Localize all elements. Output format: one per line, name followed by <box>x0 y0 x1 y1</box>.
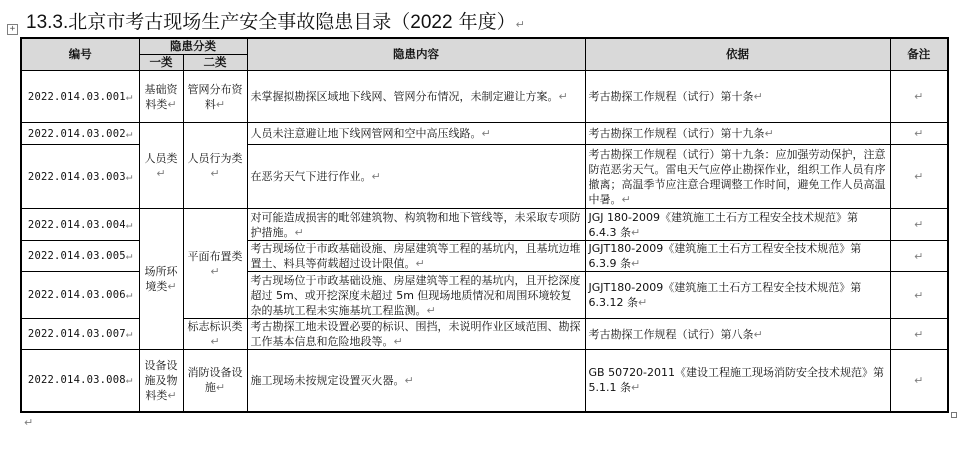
header-cat2: 二类 <box>183 55 247 71</box>
table-resize-handle-icon[interactable] <box>951 412 957 418</box>
row-note: ↵ <box>890 272 948 319</box>
row-content: 对可能造成损害的毗邻建筑物、构筑物和地下管线等，未采取专项防护措施。↵ <box>247 209 585 241</box>
row-note: ↵ <box>890 241 948 272</box>
title-year: 2022 <box>410 12 453 33</box>
row-basis: JGJT180-2009《建筑施工土石方工程安全技术规范》第 6.3.9 条↵ <box>585 241 890 272</box>
hazard-table <box>20 37 949 413</box>
row-cat2: 管网分布资料↵ <box>183 71 247 123</box>
row-content: 未掌握拟勘探区域地下线网、管网分布情况，未制定避让方案。↵ <box>247 71 585 123</box>
table-row <box>21 209 948 241</box>
row-content: 人员未注意避让地下线网管网和空中高压线路。↵ <box>247 123 585 145</box>
row-note: ↵ <box>890 145 948 209</box>
title-prefix: 13.3. <box>26 12 69 33</box>
row-cat2: 标志标识类↵ <box>183 319 247 350</box>
row-code: 2022.014.03.002↵ <box>21 123 139 145</box>
row-cat2: 人员行为类↵ <box>183 123 247 209</box>
table-row <box>21 123 948 145</box>
row-content: 考古现场位于市政基础设施、房屋建筑等工程的基坑内，且开挖深度超过 5m、或开挖深度未超过 5m 但现场地质情况和周围环境较复杂的基坑工程未实施基坑工程监测。↵ <box>247 272 585 319</box>
row-note: ↵ <box>890 209 948 241</box>
row-note: ↵ <box>890 319 948 350</box>
row-code: 2022.014.03.003↵ <box>21 145 139 209</box>
table-row <box>21 350 948 412</box>
row-code: 2022.014.03.006↵ <box>21 272 139 319</box>
row-basis: JGJ 180-2009《建筑施工土石方工程安全技术规范》第 6.4.3 条↵ <box>585 209 890 241</box>
header-note: 备注 <box>890 38 948 71</box>
row-cat1: 设备设施及物料类↵ <box>139 350 183 412</box>
header-content: 隐患内容 <box>247 38 585 71</box>
row-cat2: 平面布置类↵ <box>183 209 247 319</box>
row-content: 考古勘探工地未设置必要的标识、围挡，未说明作业区域范围、勘探工作基本信息和危险地段等。↵ <box>247 319 585 350</box>
row-note: ↵ <box>890 350 948 412</box>
row-cat2: 消防设备设施↵ <box>183 350 247 412</box>
row-code: 2022.014.03.004↵ <box>21 209 139 241</box>
row-content: 考古现场位于市政基础设施、房屋建筑等工程的基坑内，且基坑边堆置土、料具等荷载超过设计限值。↵ <box>247 241 585 272</box>
page-title <box>26 9 525 35</box>
row-cat1: 人员类↵ <box>139 123 183 209</box>
row-cat1: 基础资料类↵ <box>139 71 183 123</box>
row-content: 施工现场未按规定设置灭火器。↵ <box>247 350 585 412</box>
table-row <box>21 71 948 123</box>
header-code: 编号 <box>21 38 139 71</box>
row-basis: JGJT180-2009《建筑施工土石方工程安全技术规范》第 6.3.12 条↵ <box>585 272 890 319</box>
row-basis: 考古勘探工作规程（试行）第八条↵ <box>585 319 890 350</box>
row-note: ↵ <box>890 123 948 145</box>
row-basis: 考古勘探工作规程（试行）第十九条↵ <box>585 123 890 145</box>
title-main: 北京市考古现场生产安全事故隐患目录（ <box>68 11 411 33</box>
title-suffix: 年度） <box>452 11 516 33</box>
row-basis: GB 50720-2011《建设工程施工现场消防安全技术规范》第 5.1.1 条↵ <box>585 350 890 412</box>
row-cat1: 场所环境类↵ <box>139 209 183 350</box>
header-cat1: 一类 <box>139 55 183 71</box>
header-basis: 依据 <box>585 38 890 71</box>
row-content: 在恶劣天气下进行作业。↵ <box>247 145 585 209</box>
row-code: 2022.014.03.005↵ <box>21 241 139 272</box>
header-category: 隐患分类 <box>139 38 247 55</box>
row-basis: 考古勘探工作规程（试行）第十条↵ <box>585 71 890 123</box>
row-code: 2022.014.03.007↵ <box>21 319 139 350</box>
paragraph-mark-end: ↵ <box>24 416 34 429</box>
row-code: 2022.014.03.008↵ <box>21 350 139 412</box>
row-basis: 考古勘探工作规程（试行）第十九条：应加强劳动保护，注意防范恶劣天气。雷电天气应停止勘探作业，组织工作人员有序撤离；高温季节应注意合理调整工作时间，避免工作人员高温中暑。↵ <box>585 145 890 209</box>
paragraph-mark-icon: ↵ <box>515 18 525 31</box>
table-move-handle-icon[interactable]: + <box>7 24 18 35</box>
row-code: 2022.014.03.001↵ <box>21 71 139 123</box>
row-note: ↵ <box>890 71 948 123</box>
